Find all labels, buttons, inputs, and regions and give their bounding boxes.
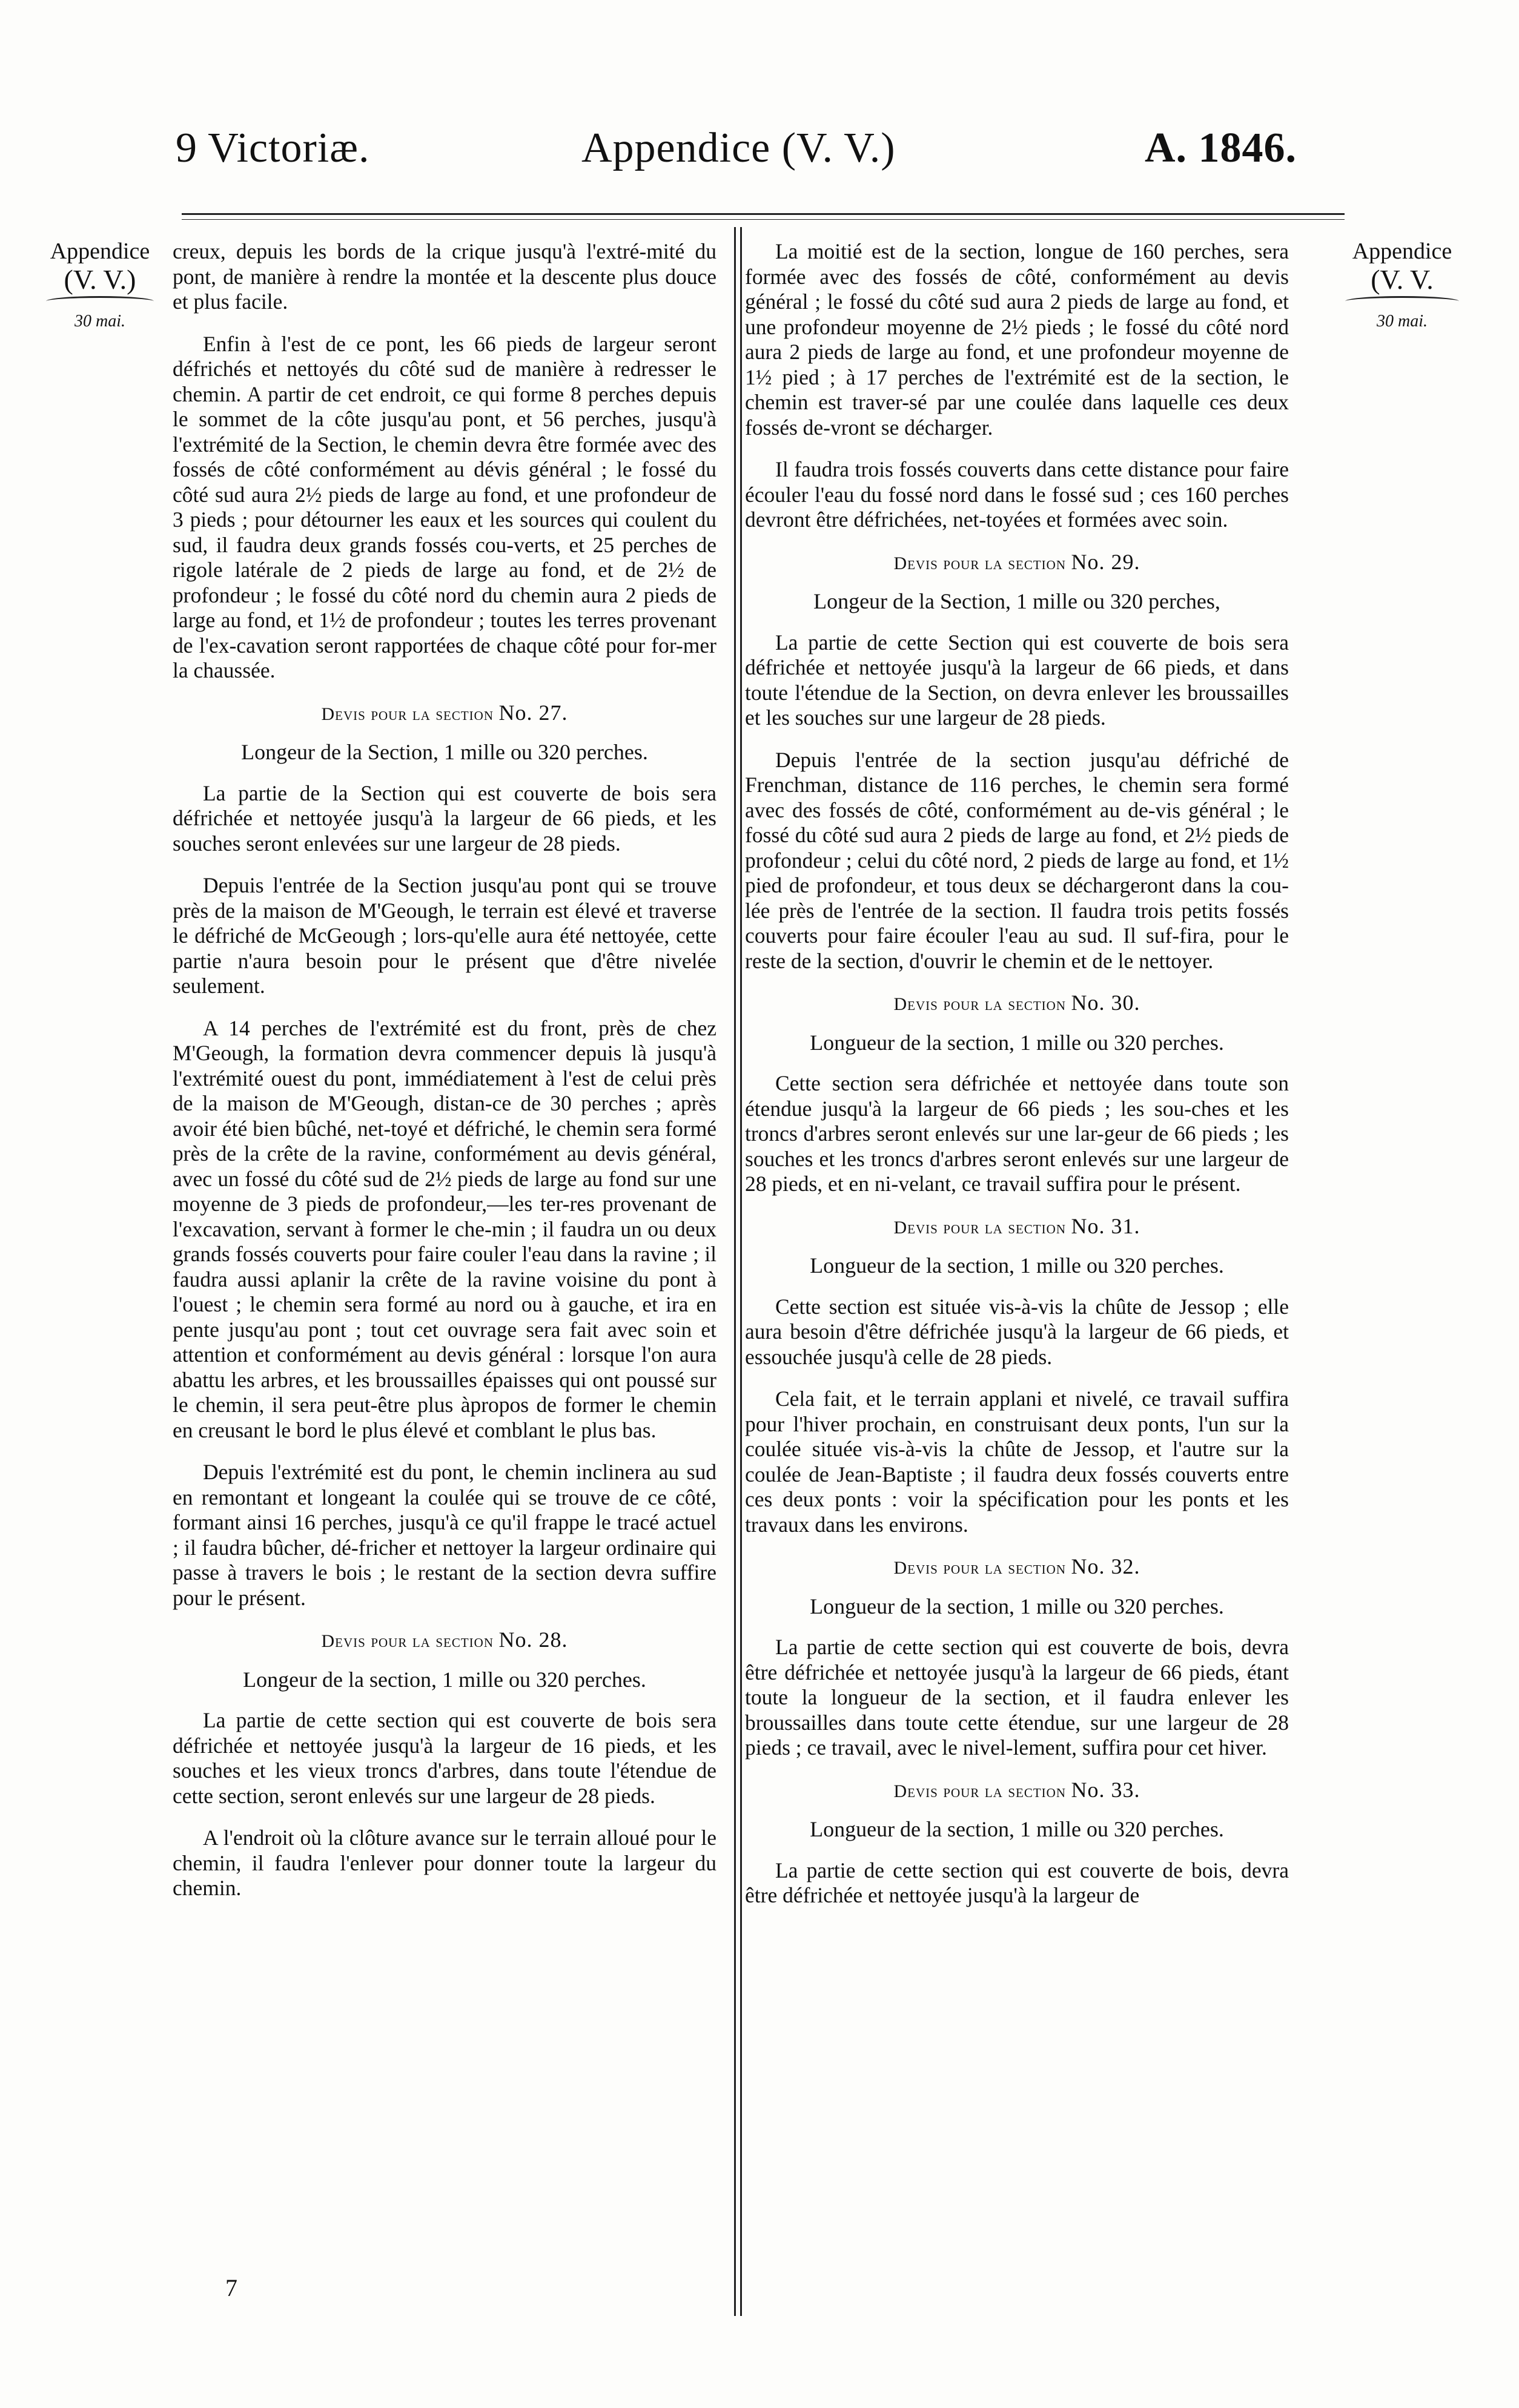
margin-brace [1345, 296, 1459, 306]
left-column [173, 239, 716, 1918]
section-heading-29 [745, 550, 1289, 576]
heading-number: No. 29. [1071, 549, 1140, 574]
heading-prefix: Devis pour la section [893, 553, 1066, 573]
section-length: Longueur de la section, 1 mille ou 320 perches. [810, 1030, 1224, 1055]
heading-number: No. 30. [1071, 991, 1140, 1015]
section-heading-31 [745, 1214, 1289, 1241]
paragraph: La partie de la Section qui est couverte de bois sera défrichée et nettoyée jusqu'à la largeur de 66 pieds, et les souches seront enlevées sur une largeur de 28 pieds. [173, 780, 716, 856]
header-regnal-year: 9 Victoriæ. [176, 125, 370, 171]
paragraph: Depuis l'extrémité est du pont, le chemin inclinera au sud en remontant et longeant la coulée qui se trouve de ce côté, formant ainsi 16 perches, jusqu'à ce qu'il frappe le tracé actuel ; il faudra bûcher, dé-fricher et nettoyer la largeur ordinaire qui passe à travers le bois ; le restant de la section devra suffire pour le présent. [173, 1460, 716, 1610]
paragraph: A 14 perches de l'extrémité est du front, près de chez M'Geough, la formation devra commencer depuis là jusqu'à l'extrémité ouest du pont, immédiatement à l'est de celui près de la maison de M'Geough, distan-ce de 30 perches ; après avoir été bien bûché, net-toyé et défriché, le chemin sera formé près de la crête de la ravine, conformément au devis général, avec un fossé du côté sud de 2½ pieds de large au fond sur une moyenne de 3 pieds de profondeur,—les ter-res provenant de l'excavation, servant à former le che-min ; il faudra un ou deux grands fossés couverts pour faire couler l'eau dans la ravine ; il faudra aussi aplanir la crête de la ravine voisine du pont à l'ouest ; le chemin sera formé au nord ou à gauche, et ira en pente jusqu'au pont ; tout cet ouvrage sera fait avec soin et attention et conformément au devis général : lorsque l'on aura abattu les arbres, et les broussailles épaisses qui ont poussé sur le chemin, il sera peut-être plus àpropos de former le chemin en creusant le bord le plus élevé et comblant le plus bas. [173, 1015, 716, 1442]
margin-date: 30 mai. [74, 312, 125, 331]
section-heading-32 [745, 1554, 1289, 1581]
paragraph: Depuis l'entrée de la Section jusqu'au pont qui se trouve près de la maison de M'Geough, le terrain est élevé et traverse le défriché de McGeough ; lors-qu'elle aura été nettoyée, cette partie n'aura besoin pour le présent que d'être nivelée seulement. [173, 873, 716, 998]
heading-number: No. 27. [498, 700, 568, 725]
heading-number: No. 32. [1071, 1554, 1140, 1578]
right-margin-note [1342, 239, 1463, 331]
header-rule [182, 213, 1345, 215]
paragraph: creux, depuis les bords de la crique jusqu'à l'extré-mité du pont, de manière à rendre la montée et la descente plus douce et plus facile. [173, 239, 716, 314]
section-length: Longeur de la Section, 1 mille ou 320 perches. [241, 740, 648, 764]
section-heading-30 [745, 991, 1289, 1017]
margin-ref: (V. V.) [64, 263, 136, 295]
paragraph: Il faudra trois fossés couverts dans cette distance pour faire écouler l'eau du fossé nord dans le fossé sud ; ces 160 perches devront être défrichées, net-toyées et formées avec soin. [745, 457, 1289, 532]
header-appendix-title: Appendice (V. V.) [581, 125, 896, 171]
margin-date: 30 mai. [1377, 312, 1428, 331]
column-divider [734, 227, 736, 2316]
paragraph: Cette section est située vis-à-vis la chûte de Jessop ; elle aura besoin d'être défrichée jusqu'à la largeur de 66 pieds, et essouchée jusqu'à celle de 28 pieds. [745, 1294, 1289, 1369]
section-length: Longeur de la section, 1 mille ou 320 perches. [243, 1667, 646, 1692]
paragraph: La partie de cette section qui est couverte de bois, devra être défrichée et nettoyée jusqu'à la largeur de [745, 1858, 1289, 1907]
section-length: Longueur de la section, 1 mille ou 320 perches. [810, 1253, 1224, 1278]
paragraph: La partie de cette section qui est couverte de bois, devra être défrichée et nettoyée jusqu'à la largeur de 66 pieds, étant toute la longueur de la section, et il faudra enlever les broussailles dans toute cette étendue, sur une largeur de 28 pieds ; ce travail, avec le nivel-lement, suffira pour cet hiver. [745, 1635, 1289, 1760]
margin-label: Appendice [50, 239, 150, 264]
left-margin-note [42, 239, 157, 331]
paragraph: La partie de cette Section qui est couverte de bois sera défrichée et nettoyée jusqu'à la largeur de 66 pieds, et dans toute l'étendue de la Section, on devra enlever les broussailles et les souches sur une largeur de 28 pieds. [745, 630, 1289, 730]
paragraph: A l'endroit où la clôture avance sur le terrain alloué pour le chemin, il faudra l'enlever pour donner toute la largeur du chemin. [173, 1826, 716, 1900]
margin-label: Appendice [1352, 239, 1452, 264]
paragraph: Depuis l'entrée de la section jusqu'au défriché de Frenchman, distance de 116 perches, le chemin sera formé avec des fossés de côté, conformément au de-vis général ; le fossé du côté sud aura 2 pieds de large au fond, et 2½ pieds de profondeur ; celui du côté nord, 2 pieds de large au fond, et 1½ pied de profondeur, et tous deux se déchargeront dans la cou-lée près de l'entrée de la section. Il faudra trois petits fossés couverts pour faire écouler l'eau au sud. Il suf-fira, pour le reste de la section, d'ouvrir le chemin et de le nettoyer. [745, 747, 1289, 973]
paragraph: Cette section sera défrichée et nettoyée dans toute son étendue jusqu'à la largeur de 66 pieds ; les sou-ches et les troncs d'arbres seront enlevés sur une lar-geur de 66 pieds ; les souches et les troncs d'arbres seront enlevés sur une largeur de 28 pieds, et en ni-velant, ce travail suffira pour le présent. [745, 1071, 1289, 1196]
section-heading-28 [173, 1628, 716, 1654]
heading-number: No. 28. [498, 1628, 568, 1652]
section-heading-33 [745, 1778, 1289, 1804]
column-divider [740, 227, 742, 2316]
heading-number: No. 31. [1071, 1213, 1140, 1238]
heading-prefix: Devis pour la section [893, 1781, 1066, 1801]
heading-prefix: Devis pour la section [893, 1217, 1066, 1238]
page-number: 7 [225, 2274, 237, 2301]
header-rule-thin [182, 219, 1345, 220]
heading-prefix: Devis pour la section [893, 994, 1066, 1014]
section-length: Longueur de la section, 1 mille ou 320 perches. [810, 1594, 1224, 1618]
paragraph: Cela fait, et le terrain applani et nivelé, ce travail suffira pour l'hiver prochain, en construisant deux ponts, l'un sur la coulée située vis-à-vis la chûte de Jessop, et l'autre sur la coulée de Jean-Baptiste ; il faudra deux fossés couverts entre ces deux ponts : voir la spécification pour les ponts et les travaux dans les environs. [745, 1387, 1289, 1537]
paragraph: La partie de cette section qui est couverte de bois sera défrichée et nettoyée jusqu'à la largeur de 16 pieds, et les souches et les vieux troncs d'arbres, dans toute l'étendue de cette section, seront enlevés sur une largeur de 28 pieds. [173, 1708, 716, 1808]
section-heading-27 [173, 701, 716, 727]
heading-prefix: Devis pour la section [893, 1558, 1066, 1578]
margin-ref: (V. V. [1371, 263, 1434, 295]
section-length: Longeur de la Section, 1 mille ou 320 perches, [813, 589, 1220, 613]
right-column [745, 239, 1289, 1925]
heading-prefix: Devis pour la section [321, 1631, 494, 1651]
header-year: A. 1846. [1145, 125, 1297, 171]
paragraph: La moitié est de la section, longue de 160 perches, sera formée avec des fossés de côté, conformément au devis général ; le fossé du côté sud aura 2 pieds de large au fond, et une profondeur moyenne de 2½ pieds ; le fossé du côté nord aura 2 pieds de large au fond, et une profondeur moyenne de 1½ pied ; à 17 perches de l'extrémité est de la section, le chemin est traver-sé par une coulée dans laquelle ces deux fossés de-vront se décharger. [745, 239, 1289, 440]
margin-brace [46, 296, 154, 306]
section-length: Longueur de la section, 1 mille ou 320 perches. [810, 1817, 1224, 1841]
heading-number: No. 33. [1071, 1777, 1140, 1802]
paragraph: Enfin à l'est de ce pont, les 66 pieds de largeur seront défrichés et nettoyés du côté sud de manière à redresser le chemin. A partir de cet endroit, ce qui forme 8 perches depuis le sommet de la côte jusqu'au pont, et 56 perches, jusqu'à l'extrémité de la Section, le chemin devra être formée avec des fossés de côté conformément au dévis général ; le fossé du côté sud aura 2½ pieds de large au fond, et une profondeur de 3 pieds ; pour détourner les eaux et les sources qui coulent du sud, il faudra deux grands fossés cou-verts, et 25 perches de rigole latérale de 2 pieds de large au fond, et de 2½ de profondeur ; le fossé du côté nord du chemin aura 2 pieds de large au fond, et 1½ de profondeur ; toutes les terres provenant de l'ex-cavation seront rapportées de chaque côté pour for-mer la chaussée. [173, 331, 716, 682]
heading-prefix: Devis pour la section [321, 704, 494, 724]
